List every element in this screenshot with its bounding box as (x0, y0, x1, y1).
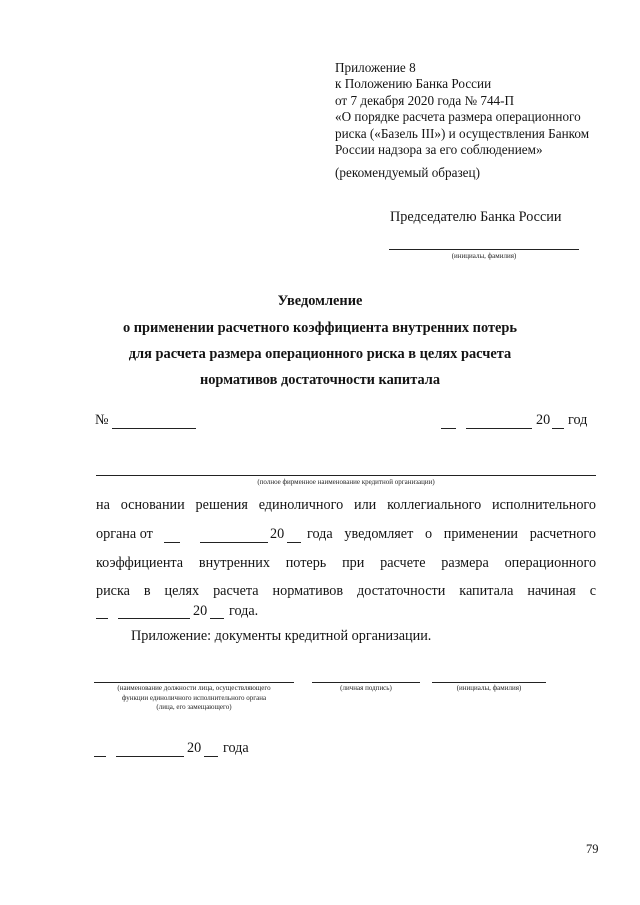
appendix-line: от 7 декабря 2020 года № 744-П (335, 92, 515, 108)
month-blank (200, 542, 268, 543)
appendix-line: риска («Базель III») и осуществления Банком (335, 125, 590, 141)
signature-line (312, 682, 420, 683)
appendix-line: «О порядке расчета размера операционного (335, 109, 581, 125)
appendix-line: Приложение 8 (335, 60, 416, 75)
body-line: риска в целях расчета нормативов достаточности капитала начиная с (96, 583, 597, 599)
addressee-caption: (инициалы, фамилия) (451, 252, 517, 260)
signature-caption: (личная подпись) (340, 684, 392, 692)
number-blank (112, 428, 196, 429)
appendix-block (335, 60, 589, 158)
day-blank (94, 756, 106, 757)
month-blank (116, 756, 184, 757)
body-line-start: органа от (96, 526, 153, 542)
year-prefix: 20 (187, 740, 202, 756)
year-suffix: год (568, 412, 588, 428)
appendix-line: к Положению Банка России (335, 76, 492, 92)
month-blank (118, 618, 190, 619)
position-caption: (наименование должности лица, осуществляющего функции единоличного исполнительного органа (лица, его замещающего) (117, 684, 271, 711)
title-line: для расчета размера операционного риска в целях расчета (128, 346, 512, 362)
year-blank (204, 756, 218, 757)
year-blank (287, 542, 301, 543)
number-sign: № (95, 412, 109, 428)
body-line: коэффициента внутренних потерь при расчете размера операционного (96, 555, 597, 571)
title-line: нормативов достаточности капитала (199, 372, 441, 388)
year-prefix: 20 (270, 526, 285, 542)
position-line (94, 682, 294, 683)
org-name-line (96, 475, 596, 476)
month-blank (466, 428, 532, 429)
appendix-line: России надзора за его соблюдением» (335, 142, 543, 158)
year-blank (552, 428, 564, 429)
org-caption: (полное фирменное наименование кредитной организации) (257, 478, 435, 486)
day-blank (96, 618, 108, 619)
page-number: 79 (586, 842, 599, 856)
body-line-end: года. (229, 603, 259, 619)
day-blank (164, 542, 180, 543)
sample-note: (рекомендуемый образец) (335, 165, 480, 180)
year-blank (210, 618, 224, 619)
addressee-title: Председателю Банка России (390, 209, 562, 225)
body-line-rest: года уведомляет о применении расчетного (307, 526, 596, 542)
date-suffix: года (223, 740, 249, 756)
year-prefix: 20 (536, 412, 551, 428)
title-line: о применении расчетного коэффициента внутренних потерь (122, 320, 518, 336)
name-caption: (инициалы, фамилия) (456, 684, 522, 692)
attachment-note: Приложение: документы кредитной организации. (131, 628, 432, 644)
year-prefix: 20 (193, 603, 208, 619)
addressee-name-line (389, 249, 579, 250)
name-line (432, 682, 546, 683)
body-line: на основании решения единоличного или коллегиального исполнительного (96, 497, 596, 513)
document-title: Уведомление (277, 293, 363, 309)
day-blank (441, 428, 456, 429)
